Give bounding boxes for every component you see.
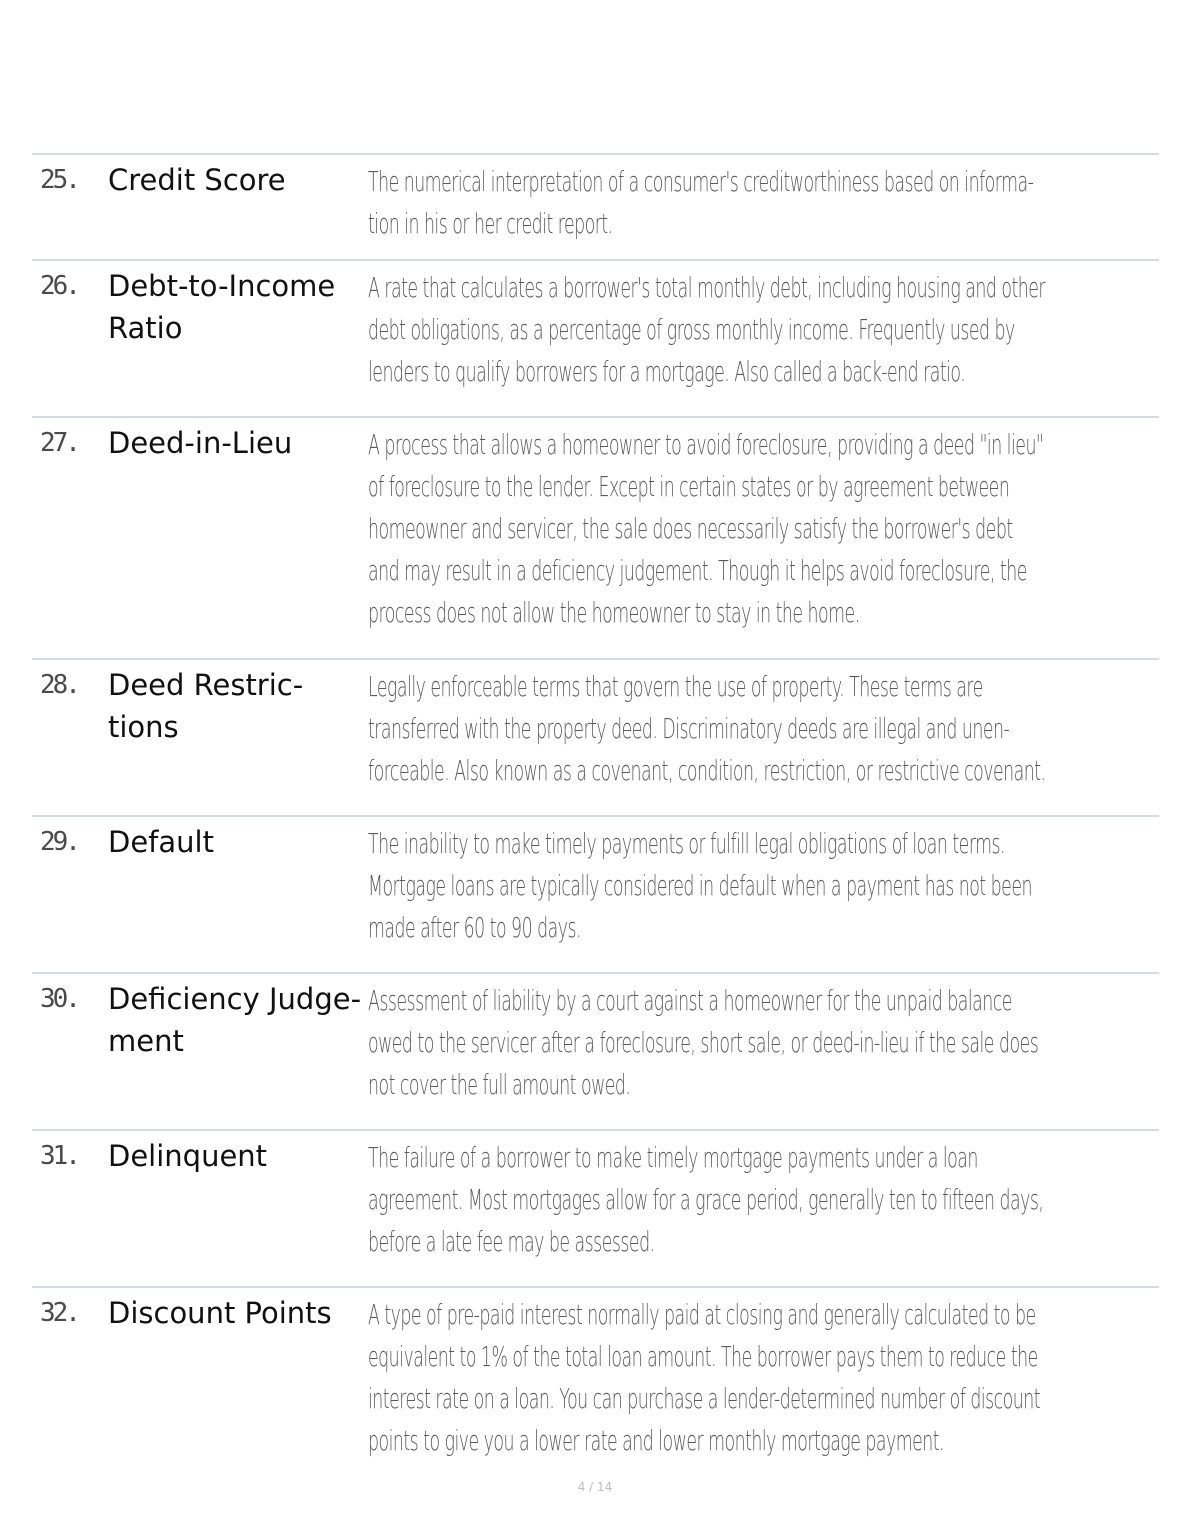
entry-number: 29. — [40, 827, 78, 857]
entry-definition: Legally enforceable terms that govern the use of property. These terms are transferred with the property deed. Discriminatory deeds are illegal and unen- forceable. Also known as a covenant, condition, restriction, or restrictive covenant. — [368, 670, 1046, 787]
glossary-entry — [32, 418, 1159, 660]
entry-number: 31. — [40, 1141, 78, 1171]
entry-definition: Assessment of liability by a court against a homeowner for the unpaid balance owed to the servicer after a foreclosure, short sale, or deed-in-lieu if the sale does not cover the full amount owed. — [368, 984, 1039, 1101]
glossary-table — [32, 153, 1159, 1478]
entry-definition: The failure of a borrower to make timely mortgage payments under a loan agreement. Most mortgages allow for a grace period, generally ten to fifteen days, before a late fee may be assessed. — [368, 1141, 1044, 1258]
glossary-entry — [32, 1288, 1159, 1478]
entry-number: 25. — [40, 165, 78, 195]
glossary-entry — [32, 660, 1159, 817]
entry-number: 30. — [40, 984, 78, 1014]
entry-term: Discount Points — [108, 1296, 332, 1330]
entry-term: Default — [108, 825, 214, 859]
entry-number: 26. — [40, 271, 78, 301]
entry-term: Delinquent — [108, 1139, 268, 1173]
glossary-entry — [32, 155, 1159, 261]
glossary-entry — [32, 817, 1159, 974]
page-number: 4 / 14 — [577, 1480, 613, 1494]
entry-term: Deed Restric- tions — [108, 668, 304, 744]
glossary-entry — [32, 1131, 1159, 1288]
entry-definition: The numerical interpretation of a consumer's creditworthiness based on informa- tion in his or her credit report. — [368, 165, 1034, 240]
entry-definition: A rate that calculates a borrower's total monthly debt, including housing and other debt obligations, as a percentage of gross monthly income. Frequently used by lenders to qualify borrowers for a mortgage. Also called a back-end ratio. — [368, 271, 1046, 388]
glossary-entry — [32, 261, 1159, 418]
entry-number: 28. — [40, 670, 78, 700]
entry-term: Credit Score — [108, 163, 286, 197]
entry-number: 27. — [40, 428, 78, 458]
entry-definition: A process that allows a homeowner to avoid foreclosure, providing a deed "in lieu" of foreclosure to the lender. Except in certain states or by agreement between homeowner and servicer, the sale does necessarily satisfy the borrower's debt and may result in a deficiency judgement. Though it helps avoid foreclosure, the process does not allow the homeowner to stay in the home. — [368, 428, 1044, 629]
entry-number: 32. — [40, 1298, 78, 1328]
entry-term: Debt-to-Income Ratio — [108, 269, 336, 345]
entry-term: Deficiency Judge- ment — [108, 982, 362, 1058]
entry-term: Deed-in-Lieu — [108, 426, 293, 460]
entry-definition: The inability to make timely payments or fulfill legal obligations of loan terms. Mortgage loans are typically considered in default when a payment has not been made after 60 to 90 days. — [368, 827, 1032, 944]
entry-definition: A type of pre-paid interest normally paid at closing and generally calculated to be equivalent to 1% of the total loan amount. The borrower pays them to reduce the interest rate on a loan. You can purchase a lender-determined number of discount points to give you a lower rate and lower monthly mortgage payment. — [368, 1298, 1041, 1457]
glossary-entry — [32, 974, 1159, 1131]
